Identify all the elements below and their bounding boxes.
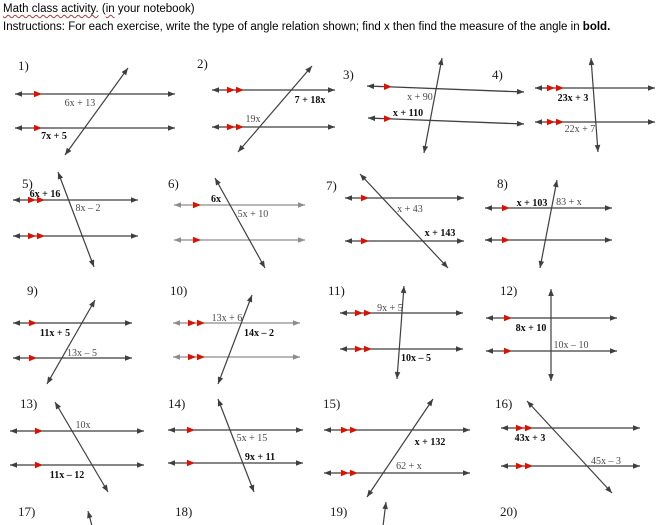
angle-label: 6x + 16	[29, 189, 61, 200]
angle-label: 13x – 5	[67, 348, 97, 359]
exercise-9	[13, 283, 132, 384]
arrowhead-icon	[605, 237, 612, 243]
arrowhead-icon	[15, 91, 22, 97]
transversal-line	[47, 300, 95, 384]
arrowhead-icon	[610, 348, 617, 354]
parallel-mark-icon	[516, 425, 524, 432]
angle-label: 7 + 18x	[294, 95, 326, 106]
parallel-mark-icon	[188, 354, 196, 361]
arrowhead-icon	[486, 315, 493, 321]
arrowhead-icon	[296, 427, 303, 433]
exercise-number: 15)	[323, 396, 341, 411]
angle-label: 62 + x	[396, 461, 422, 472]
parallel-mark-icon	[525, 463, 533, 470]
arrowhead-icon	[212, 124, 219, 130]
angle-label: x + 43	[397, 204, 423, 215]
exercise-number: 7)	[326, 178, 337, 193]
angle-label: 11x + 5	[39, 328, 71, 339]
parallel-mark-icon	[29, 320, 37, 327]
arrowhead-icon	[463, 470, 470, 476]
angle-label: 10x – 5	[401, 353, 431, 364]
parallel-mark-icon	[502, 237, 510, 244]
exercise-10	[170, 283, 300, 384]
parallel-mark-icon	[384, 83, 392, 90]
parallel-mark-icon	[187, 460, 195, 467]
angle-label: 14x – 2	[244, 328, 274, 339]
exercise-8	[485, 176, 612, 268]
arrowhead-icon	[553, 180, 559, 187]
transversal-line	[218, 295, 252, 384]
parallel-mark-icon	[188, 320, 196, 327]
parallel-mark-icon	[355, 310, 363, 317]
parallel-mark-icon	[37, 233, 45, 240]
arrowhead-icon	[501, 425, 508, 431]
arrowhead-icon	[65, 148, 71, 155]
angle-label: 5x + 15	[236, 433, 268, 444]
parallel-mark-icon	[364, 346, 372, 353]
parallel-mark-icon	[384, 115, 392, 122]
arrowhead-icon	[13, 197, 20, 203]
exercise-number: 6)	[168, 176, 179, 191]
angle-label: x + 90	[407, 92, 433, 103]
parallel-mark-icon	[197, 320, 205, 327]
exercise-number: 13)	[20, 396, 38, 411]
parallel-mark-icon	[547, 85, 555, 92]
arrowhead-icon	[548, 374, 554, 381]
arrowhead-icon	[340, 310, 347, 316]
exercise-18	[175, 504, 192, 519]
arrowhead-icon	[215, 178, 221, 186]
title-text: Math class activity.	[3, 3, 99, 15]
exercise-number: 16)	[495, 396, 513, 411]
angle-label: x + 132	[414, 437, 446, 448]
arrowhead-icon	[87, 511, 92, 519]
arrowhead-icon	[298, 237, 305, 243]
parallel-mark-icon	[341, 427, 349, 434]
angle-label: 43x + 3	[514, 433, 546, 444]
angle-label: 8x + 10	[515, 323, 547, 334]
transversal-line	[540, 180, 557, 268]
arrowhead-icon	[125, 320, 132, 326]
parallel-mark-icon	[187, 427, 195, 434]
arrowhead-icon	[328, 87, 335, 93]
exercise-number: 3)	[343, 67, 354, 82]
arrowhead-icon	[324, 427, 331, 433]
angle-label: 6x + 13	[64, 98, 96, 109]
arrowhead-icon	[535, 119, 542, 125]
angle-label: x + 143	[424, 228, 456, 239]
transversal-line	[238, 66, 312, 152]
parallel-mark-icon	[361, 195, 369, 202]
arrowhead-icon	[13, 320, 20, 326]
arrowhead-icon	[174, 202, 181, 208]
parallel-mark-icon	[364, 310, 372, 317]
arrowhead-icon	[10, 428, 17, 434]
exercise-14	[168, 396, 303, 492]
arrowhead-icon	[368, 116, 375, 122]
angle-label: 83 + x	[556, 197, 582, 208]
arrowhead-icon	[486, 348, 493, 354]
arrowhead-icon	[298, 202, 305, 208]
exercise-number: 5)	[22, 176, 33, 191]
arrowhead-icon	[122, 68, 128, 75]
angle-label: 13x + 6	[211, 313, 243, 324]
parallel-mark-icon	[350, 427, 358, 434]
arrowhead-icon	[168, 125, 175, 131]
angle-label: 10x	[75, 420, 91, 431]
arrowhead-icon	[218, 399, 223, 407]
arrowhead-icon	[648, 85, 655, 91]
instructions-bold-word: bold.	[582, 21, 611, 33]
exercise-13	[10, 396, 144, 492]
exercise-number: 2)	[197, 56, 208, 71]
parallel-mark-icon	[193, 237, 201, 244]
arrowhead-icon	[517, 89, 524, 95]
arrowhead-icon	[131, 197, 138, 203]
parallel-mark-icon	[355, 346, 363, 353]
arrowhead-icon	[15, 125, 22, 131]
arrowhead-icon	[457, 238, 464, 244]
parallel-mark-icon	[35, 462, 43, 469]
transversal-line	[218, 399, 254, 492]
arrowhead-icon	[648, 119, 655, 125]
exercise-1	[15, 58, 175, 155]
parallel-mark-icon	[525, 425, 533, 432]
exercise-number: 18)	[175, 504, 193, 519]
parallel-mark-icon	[227, 124, 235, 131]
angle-label: 23x + 3	[557, 93, 589, 104]
arrowhead-icon	[259, 261, 265, 269]
title-text-end: your notebook)	[114, 3, 195, 15]
exercise-20	[500, 504, 517, 519]
angle-label: 5x + 10	[237, 209, 269, 220]
angle-label: 6x	[211, 194, 221, 205]
angle-label: 9x + 11	[244, 452, 276, 463]
arrowhead-icon	[131, 233, 138, 239]
arrowhead-icon	[102, 485, 108, 493]
transversal-line	[367, 399, 433, 497]
exercise-number: 17)	[18, 504, 36, 519]
arrowhead-icon	[89, 300, 95, 308]
exercise-number: 19)	[330, 504, 348, 519]
transversal-line	[424, 58, 442, 153]
exercise-19	[330, 502, 388, 525]
transversal-line	[215, 178, 265, 268]
arrowhead-icon	[456, 310, 463, 316]
arrowhead-icon	[137, 462, 144, 468]
arrowhead-icon	[296, 460, 303, 466]
exercise-5	[13, 172, 138, 267]
arrowhead-icon	[589, 58, 595, 65]
arrowhead-icon	[456, 346, 463, 352]
transversal-line	[397, 286, 404, 379]
parallel-mark-icon	[350, 470, 358, 477]
exercise-7	[326, 174, 464, 268]
transversal-line	[58, 172, 94, 267]
arrowhead-icon	[137, 428, 144, 434]
arrowhead-icon	[173, 354, 180, 360]
arrowhead-icon	[293, 320, 300, 326]
arrowhead-icon	[13, 233, 20, 239]
parallel-mark-icon	[502, 205, 510, 212]
arrowhead-icon	[212, 87, 219, 93]
exercise-number: 8)	[497, 176, 508, 191]
arrowhead-icon	[535, 85, 542, 91]
arrowhead-icon	[548, 289, 554, 296]
parallel-mark-icon	[236, 87, 244, 94]
arrowhead-icon	[249, 485, 254, 493]
arrowhead-icon	[438, 58, 444, 65]
arrowhead-icon	[367, 490, 373, 497]
transversal-line	[360, 174, 448, 268]
exercise-number: 1)	[18, 58, 29, 73]
parallel-mark-icon	[504, 315, 512, 322]
exercise-number: 20)	[500, 504, 518, 519]
angle-label: x + 110	[392, 108, 424, 119]
angle-label: 45x – 3	[591, 456, 621, 467]
arrowhead-icon	[168, 460, 175, 466]
parallel-mark-icon	[193, 202, 201, 209]
arrowhead-icon	[328, 124, 335, 130]
parallel-mark-icon	[197, 354, 205, 361]
arrowhead-icon	[55, 402, 61, 410]
arrowhead-icon	[340, 346, 347, 352]
arrowhead-icon	[345, 238, 352, 244]
arrowhead-icon	[463, 427, 470, 433]
exercise-number: 9)	[27, 283, 38, 298]
arrowhead-icon	[633, 425, 640, 431]
angle-label: 9x + 5	[377, 303, 403, 314]
arrowhead-icon	[10, 462, 17, 468]
angle-label: 22x + 7	[564, 124, 596, 135]
exercise-number: 11)	[328, 283, 345, 298]
arrowhead-icon	[605, 205, 612, 211]
arrowhead-icon	[401, 286, 407, 293]
angle-label: 7x + 5	[41, 131, 67, 142]
arrowhead-icon	[539, 261, 545, 268]
transversal-line	[65, 68, 128, 155]
transversal-line	[591, 58, 598, 152]
parallel-mark-icon	[556, 85, 564, 92]
arrowhead-icon	[485, 237, 492, 243]
transversal-line	[527, 401, 612, 493]
title-text-plain: (	[98, 3, 106, 15]
title-text-in: in	[105, 3, 115, 15]
arrowhead-icon	[218, 377, 223, 385]
parallel-mark-icon	[556, 119, 564, 126]
arrowhead-icon	[501, 463, 508, 469]
arrowhead-icon	[427, 399, 433, 406]
parallel-mark-icon	[28, 233, 36, 240]
arrowhead-icon	[485, 205, 492, 211]
arrowhead-icon	[517, 121, 524, 127]
arrowhead-icon	[367, 84, 374, 90]
exercise-17	[18, 504, 93, 525]
arrowhead-icon	[89, 260, 94, 268]
arrowhead-icon	[173, 320, 180, 326]
parallel-mark-icon	[341, 470, 349, 477]
arrowhead-icon	[247, 295, 252, 303]
instructions-text: Instructions: For each exercise, write the type of angle relation shown; find x then find the measure of the angle in	[3, 21, 583, 33]
exercise-number: 12)	[500, 283, 518, 298]
exercise-2	[197, 56, 335, 152]
arrowhead-icon	[457, 195, 464, 201]
exercise-6	[168, 176, 305, 268]
arrowhead-icon	[293, 354, 300, 360]
exercise-11	[328, 283, 463, 379]
exercise-15	[323, 396, 470, 497]
exercise-12	[486, 283, 617, 381]
parallel-mark-icon	[29, 355, 37, 362]
parallel-mark-icon	[34, 91, 42, 98]
arrowhead-icon	[324, 470, 331, 476]
arrowhead-icon	[13, 355, 20, 361]
parallel-mark-icon	[236, 124, 244, 131]
arrowhead-icon	[423, 146, 429, 153]
parallel-mark-icon	[361, 238, 369, 245]
arrowhead-icon	[47, 377, 53, 385]
arrowhead-icon	[345, 195, 352, 201]
exercise-number: 10)	[170, 283, 188, 298]
angle-label: 10x – 10	[553, 340, 589, 351]
angle-label: 11x – 12	[49, 470, 85, 481]
exercise-number: 14)	[168, 396, 186, 411]
arrowhead-icon	[633, 463, 640, 469]
exercise-number: 4)	[492, 67, 503, 82]
exercise-16	[495, 396, 640, 493]
arrowhead-icon	[58, 172, 63, 180]
arrowhead-icon	[610, 315, 617, 321]
exercise-4	[492, 58, 655, 152]
arrowhead-icon	[174, 237, 181, 243]
arrowhead-icon	[125, 355, 132, 361]
parallel-mark-icon	[227, 87, 235, 94]
angle-label: 19x	[245, 114, 261, 125]
angle-label: 8x – 2	[75, 203, 101, 214]
arrowhead-icon	[168, 427, 175, 433]
parallel-mark-icon	[504, 348, 512, 355]
arrowhead-icon	[595, 145, 601, 152]
arrowhead-icon	[168, 91, 175, 97]
parallel-mark-icon	[516, 463, 524, 470]
parallel-mark-icon	[35, 428, 43, 435]
arrowhead-icon	[382, 502, 388, 509]
parallel-mark-icon	[547, 119, 555, 126]
angle-label: x + 103	[516, 198, 548, 209]
arrowhead-icon	[395, 372, 401, 379]
